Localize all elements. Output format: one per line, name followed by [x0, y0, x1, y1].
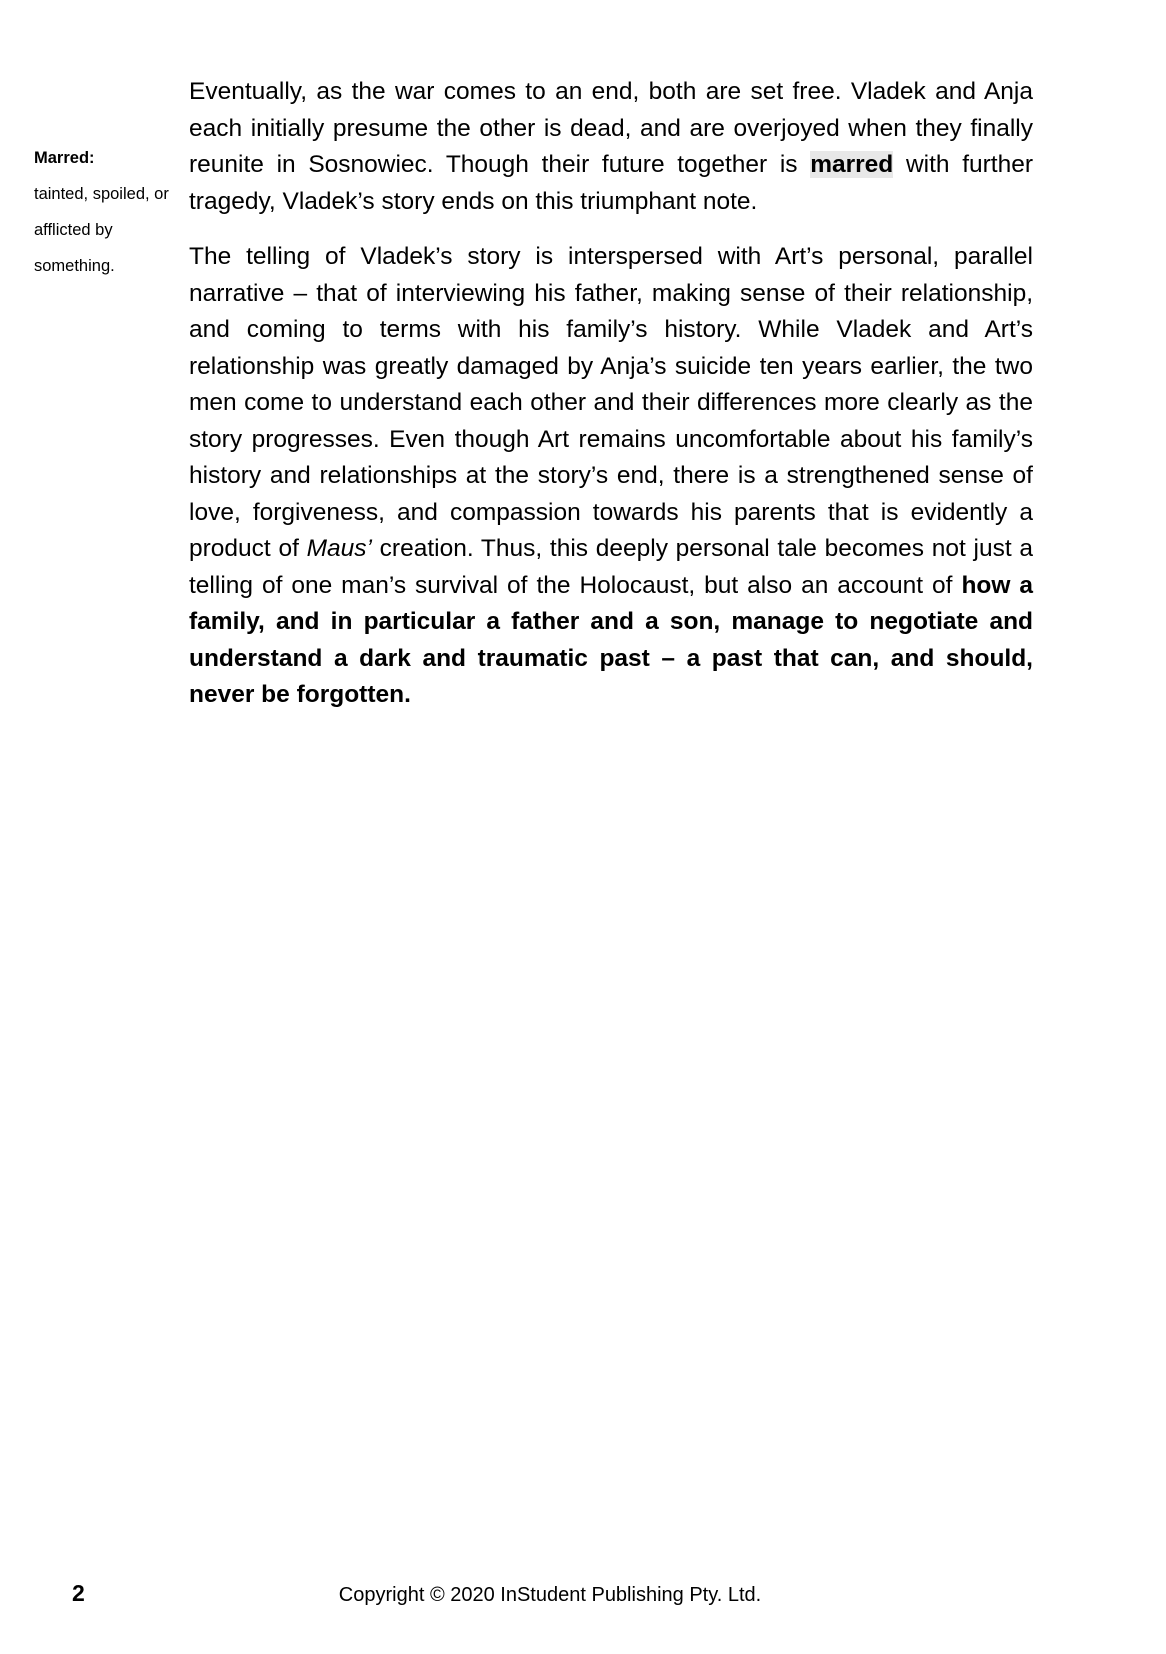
- paragraph-2: [189, 239, 1033, 714]
- highlighted-term-marred: marred: [810, 151, 894, 178]
- copyright-notice: Copyright © 2020 InStudent Publishing Pty. Ltd.: [338, 1584, 762, 1606]
- main-text-column: [189, 74, 1033, 714]
- book-title-maus: Maus’: [306, 535, 372, 562]
- paragraph-2-text-before-italic: The telling of Vladek’s story is interspersed with Art’s personal, parallel narrative – that of interviewing his father, making sense of their relationship, and coming to terms with his family’s history. While Vladek and Art’s relationship was greatly damaged by Anja’s suicide ten years earlier, the two men come to understand each other and their differences more clearly as the story progresses. Even though Art remains uncomfortable about his family’s history and relationships at the story’s end, there is a strengthened sense of love, forgiveness, and compassion towards his parents that is evidently a product of: [189, 243, 1033, 562]
- paragraph-2-text-after-italic: creation. Thus, this deeply personal tale becomes not just a telling of one man’s survival of the Holocaust, but also an account of: [189, 535, 1033, 599]
- glossary-term: Marred:: [34, 149, 95, 167]
- glossary-sidenote: [34, 140, 182, 284]
- glossary-definition: tainted, spoiled, or afflicted by something.: [34, 185, 169, 275]
- paragraph-2-bold-conclusion: how a family, and in particular a father and a son, manage to negotiate and understand a dark and traumatic past – a past that can, and should, never be forgotten.: [189, 571, 1034, 708]
- paragraph-1-text-before-highlight: Eventually, as the war comes to an end, both are set free. Vladek and Anja each initially presume the other is dead, and are overjoyed when they finally reunite in Sosnowiec. Though their future together is: [189, 78, 1033, 178]
- paragraph-1: [189, 74, 1033, 220]
- page-footer: [0, 1578, 1166, 1618]
- page-number: 2: [72, 1580, 85, 1606]
- paragraph-1-text-after-highlight: with further tragedy, Vladek’s story ends on this triumphant note.: [189, 151, 1034, 215]
